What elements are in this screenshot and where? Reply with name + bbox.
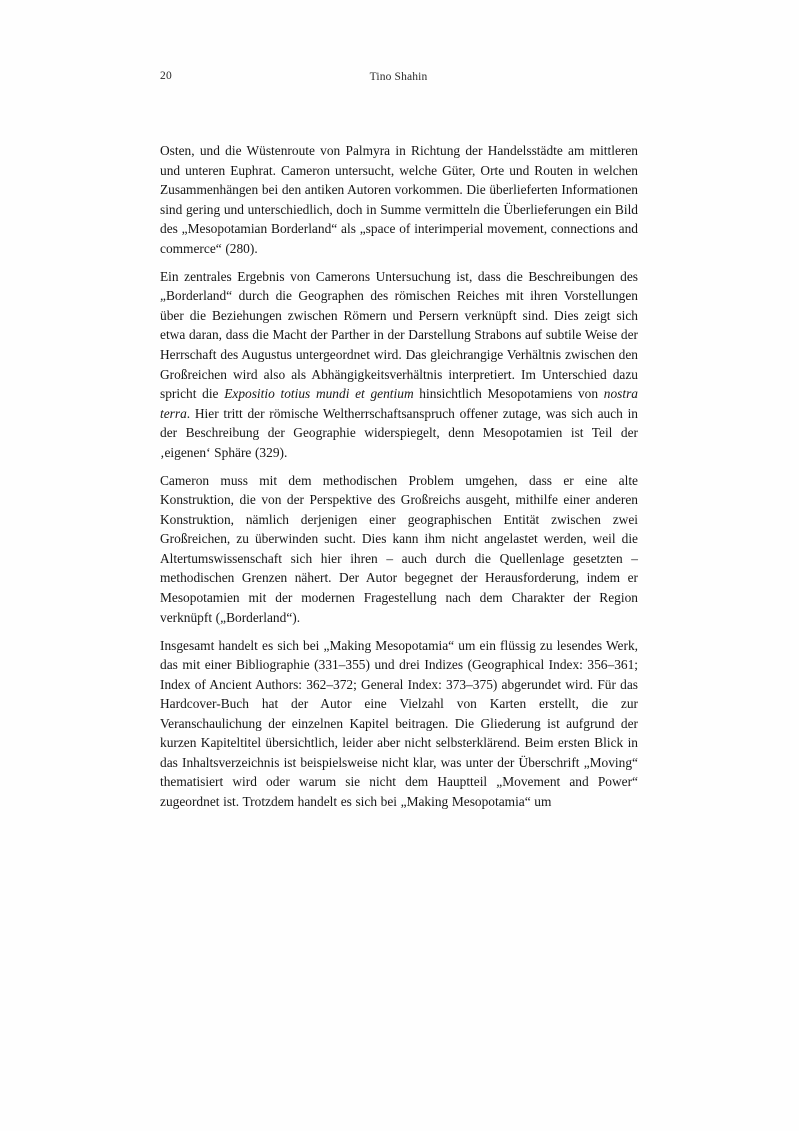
running-head-title: Tino Shahin — [369, 71, 428, 83]
text-run: hinsichtlich Mesopotamiens von — [413, 386, 604, 402]
text-run: Ein zentrales Ergebnis von Camerons Untersuchung ist, dass die Beschreibungen des „Borderland“ durch die Geographen des römischen Reiches mit ihren Vorstellungen über die Beziehungen zwischen Römern und Persern verknüpft sind. Dies zeigt sich etwa daran, dass die Macht der Parther in der Darstellung Strabons auf subtile Weise der Herrschaft des Augustus untergeordnet wird. Das gleichrangige Verhältnis zwischen den Großreichen wird also als Abhängigkeitsverhältnis interpretiert. Im Unterschied dazu spricht die — [160, 268, 638, 402]
italic-phrase: Expositio totius mundi et gentium — [224, 386, 414, 402]
running-head — [160, 70, 637, 88]
italic-phrase: nostra terra — [160, 386, 638, 421]
text-run: . Hier tritt der römische Weltherrschaftsanspruch offener zutage, was sich auch in der Beschreibung der Geographie widerspiegelt, denn Mesopotamien ist Teil der ‚eigenen‘ Sphäre (329). — [160, 405, 638, 460]
body-text-block — [160, 141, 638, 812]
text-run: Insgesamt handelt es sich bei „Making Mesopotamia“ um ein flüssig zu lesendes Werk, das mit einer Bibliographie (331–355) und drei Indizes (Geographical Index: 356–361; Index of Ancient Authors: 362–372; General Index: 373–375) abgerundet wird. Für das Hardcover-Buch hat der Autor eine Vielzahl von Karten erstellt, die zur Veranschaulichung der einzelnen Kapitel beitragen. Die Gliederung ist aufgrund der kurzen Kapiteltitel übersichtlich, leider aber nicht selbsterklärend. Beim ersten Blick in das Inhaltsverzeichnis ist beispielsweise nicht klar, was unter der Überschrift „Moving“ thematisiert wird oder warum sie nicht dem Hauptteil „Movement and Power“ zugeordnet ist. Trotzdem handelt es sich bei „Making Mesopotamia“ um — [160, 637, 638, 809]
paragraph — [160, 267, 638, 462]
page-number: 20 — [160, 70, 172, 82]
paragraph — [160, 636, 638, 812]
paragraph — [160, 141, 638, 258]
text-run: Cameron muss mit dem methodischen Problem umgehen, dass er eine alte Konstruktion, die von der Perspektive des Großreichs ausgeht, mithilfe einer anderen Konstruktion, nämlich derjenigen einer geographischen Entität zwischen zwei Großreichen, zu überwinden sucht. Dies kann ihm nicht angelastet werden, weil die Altertumswissenschaft sich hier ihren – auch durch die Quellenlage gesetzten – methodischen Grenzen nähert. Der Autor begegnet der Herausforderung, indem er Mesopotamien mit der modernen Fragestellung nach dem Charakter der Region verknüpft („Borderland“). — [160, 472, 638, 625]
text-run: Osten, und die Wüstenroute von Palmyra in Richtung der Handelsstädte am mittleren und unteren Euphrat. Cameron untersucht, welche Güter, Orte und Routen in welchen Zusammenhängen bei den antiken Autoren vorkommen. Die überlieferten Informationen sind gering und unterschiedlich, doch in Summe vermitteln die Überlieferungen ein Bild des „Mesopotamian Borderland“ als „space of interimperial movement, connections and commerce“ (280). — [160, 143, 638, 256]
paragraph — [160, 471, 638, 627]
